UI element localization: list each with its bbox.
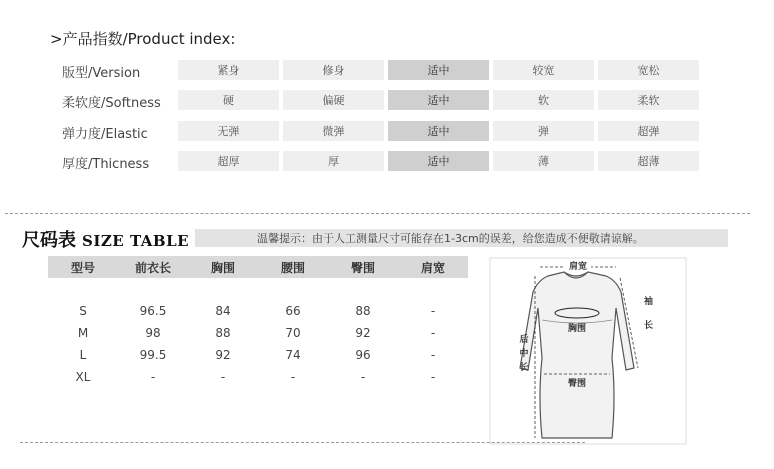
notice-bar	[195, 229, 728, 247]
index-row-label: 厚度/Thicness	[62, 157, 150, 172]
header-waist: 腰围	[258, 256, 328, 278]
header-front-length: 前衣长	[118, 256, 188, 278]
index-option: 微弹	[283, 121, 384, 141]
table-cell: 98	[145, 326, 161, 340]
index-option: 薄	[493, 151, 594, 171]
index-option: 软	[493, 90, 594, 110]
sleeve-label-2: 长	[644, 321, 654, 331]
table-cell: 99.5	[139, 348, 167, 362]
index-option: 无弹	[178, 121, 279, 141]
size-table-header-row	[48, 256, 468, 278]
size-table-title-en: SIZE TABLE	[82, 232, 190, 250]
header-chest: 胸围	[188, 256, 258, 278]
table-cell: S	[79, 304, 87, 318]
table-row	[48, 322, 468, 344]
back-length-label-2: 中	[519, 349, 529, 359]
index-option: 较宽	[493, 60, 594, 80]
table-cell: -	[360, 370, 366, 384]
sleeve-label-1: 袖	[644, 297, 654, 307]
table-cell: -	[430, 370, 436, 384]
index-option-selected: 适中	[388, 151, 489, 171]
table-cell: 74	[285, 348, 301, 362]
table-cell: 92	[215, 348, 231, 362]
table-cell: 96.5	[139, 304, 167, 318]
index-option: 宽松	[598, 60, 699, 80]
table-cell: -	[430, 304, 436, 318]
notice-text: 温馨提示：由于人工测量尺寸可能存在1-3cm的误差，给您造成不便敬请谅解。	[257, 232, 644, 245]
index-option: 修身	[283, 60, 384, 80]
garment-measurement-diagram	[488, 256, 688, 446]
index-option: 弹	[493, 121, 594, 141]
table-cell: L	[79, 348, 87, 362]
table-cell: 88	[355, 304, 371, 318]
shoulder-label: 肩宽	[568, 262, 588, 272]
index-option-selected: 适中	[388, 90, 489, 110]
index-row-label: 版型/Version	[62, 66, 141, 81]
chest-label: 胸围	[567, 324, 587, 334]
table-cell: -	[150, 370, 156, 384]
table-cell: 92	[355, 326, 371, 340]
header-shoulder: 肩宽	[398, 256, 468, 278]
size-table	[48, 256, 468, 388]
table-cell: XL	[75, 370, 91, 384]
table-row	[48, 344, 468, 366]
index-row	[178, 90, 699, 110]
header-model: 型号	[48, 256, 118, 278]
index-row-label: 柔软度/Softness	[62, 96, 161, 111]
divider-bottom	[20, 442, 585, 443]
header-hip: 臀围	[328, 256, 398, 278]
table-cell: M	[77, 326, 89, 340]
index-option: 超弹	[598, 121, 699, 141]
back-length-label-1: 后	[519, 335, 529, 345]
index-option: 超厚	[178, 151, 279, 171]
index-row	[178, 60, 699, 80]
table-cell: -	[290, 370, 296, 384]
size-table-title-cn: 尺码表	[22, 230, 76, 251]
index-option: 超薄	[598, 151, 699, 171]
index-row	[178, 121, 699, 141]
index-option: 柔软	[598, 90, 699, 110]
table-cell: 96	[355, 348, 371, 362]
index-option: 偏硬	[283, 90, 384, 110]
table-cell: 84	[215, 304, 231, 318]
table-cell: -	[430, 348, 436, 362]
table-cell: -	[430, 326, 436, 340]
divider-top	[5, 213, 750, 214]
table-cell: 70	[285, 326, 301, 340]
index-option: 硬	[178, 90, 279, 110]
size-table-title	[22, 226, 189, 252]
table-row	[48, 366, 468, 388]
back-length-label-3: 长	[519, 363, 529, 373]
index-option: 厚	[283, 151, 384, 171]
hip-label: 臀围	[567, 379, 587, 389]
index-row-label: 弹力度/Elastic	[62, 127, 148, 142]
table-cell: -	[220, 370, 226, 384]
spacer-row	[48, 278, 468, 300]
table-cell: 88	[215, 326, 231, 340]
index-option: 紧身	[178, 60, 279, 80]
product-index-title: >产品指数/Product index:	[50, 30, 236, 48]
table-cell: 66	[285, 304, 301, 318]
table-row	[48, 300, 468, 322]
index-option-selected: 适中	[388, 121, 489, 141]
index-row	[178, 151, 699, 171]
index-option-selected: 适中	[388, 60, 489, 80]
